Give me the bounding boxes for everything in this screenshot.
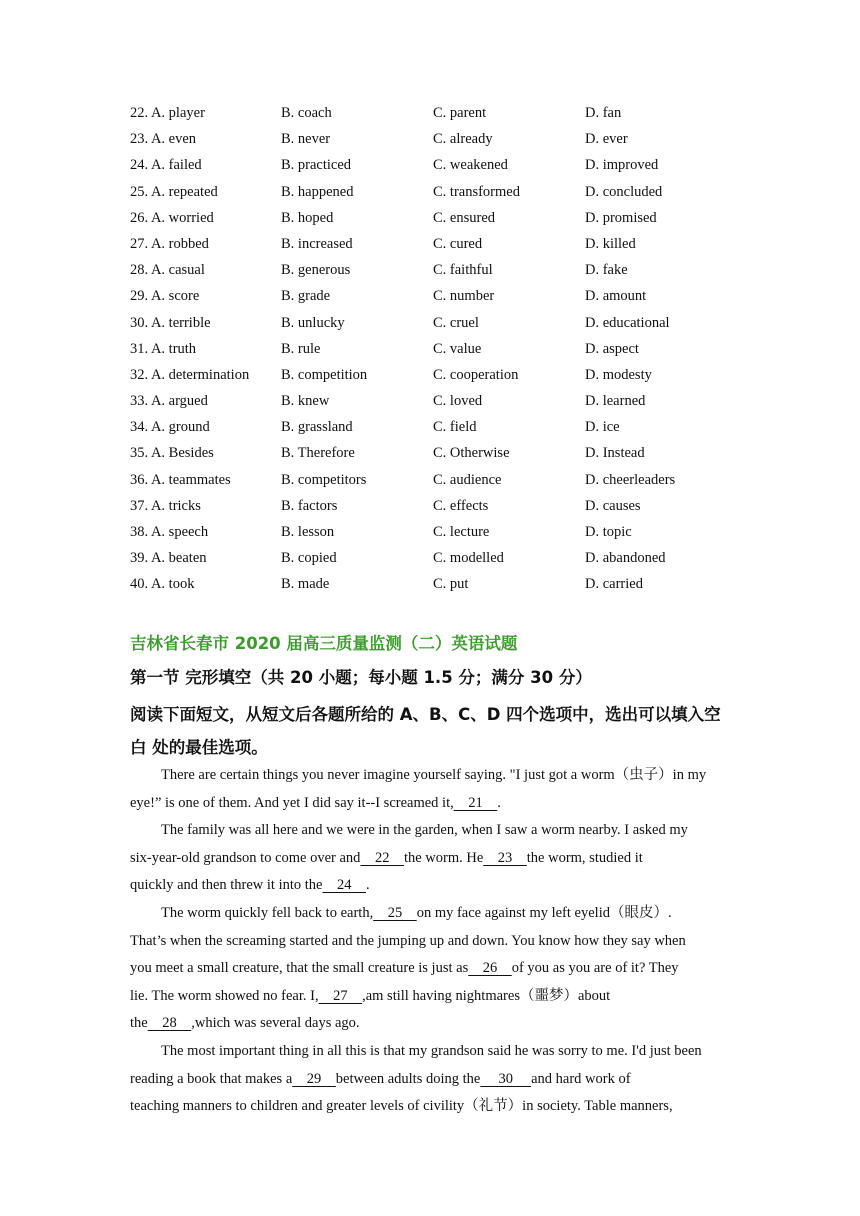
passage-text: lie. The worm showed no fear. I, bbox=[130, 987, 319, 1004]
blank-27: 27 bbox=[318, 987, 363, 1004]
option-b: B. coach bbox=[281, 105, 332, 121]
option-row bbox=[130, 233, 730, 259]
passage-line bbox=[130, 762, 735, 790]
option-d: D. promised bbox=[585, 209, 657, 226]
blank-21: 21 bbox=[453, 794, 498, 811]
option-b: B. practiced bbox=[281, 157, 352, 174]
option-c: C. audience bbox=[433, 471, 502, 488]
section-heading: 第一节 完形填空（共 20 小题；每小题 1.5 分；满分 30 分） bbox=[130, 668, 592, 687]
passage-text: the worm, studied it bbox=[526, 849, 643, 866]
option-b: B. grassland bbox=[281, 419, 353, 436]
option-b: B. happened bbox=[281, 183, 354, 200]
option-a: 35. A. Besides bbox=[130, 445, 214, 462]
passage-text: The family was all here and we were in the garden, when I saw a worm nearby. I asked my bbox=[161, 822, 688, 839]
option-a: 28. A. casual bbox=[130, 262, 205, 279]
passage-text: ,am still having nightmares（噩梦）about bbox=[362, 987, 611, 1004]
answer-options-table bbox=[130, 102, 730, 600]
passage-text: the bbox=[130, 1015, 148, 1032]
passage-text: between adults doing the bbox=[335, 1070, 481, 1087]
option-c: C. loved bbox=[433, 393, 483, 410]
option-d: D. abandoned bbox=[585, 550, 666, 567]
option-row bbox=[130, 390, 730, 416]
option-d: D. ice bbox=[585, 419, 620, 436]
option-row bbox=[130, 495, 730, 521]
option-row bbox=[130, 469, 730, 495]
option-a: 24. A. failed bbox=[130, 157, 202, 174]
option-b: B. lesson bbox=[281, 524, 335, 540]
option-row bbox=[130, 259, 730, 285]
passage-line bbox=[130, 1038, 735, 1066]
option-d: D. improved bbox=[585, 157, 659, 174]
passage-line bbox=[130, 928, 735, 956]
option-row bbox=[130, 547, 730, 573]
option-c: C. Otherwise bbox=[433, 445, 510, 462]
option-c: C. modelled bbox=[433, 550, 504, 567]
passage-line bbox=[130, 983, 735, 1011]
passage-text: on my face against my left eyelid（眼皮）. bbox=[416, 904, 672, 921]
passage-text: of you as you are of it? They bbox=[511, 960, 679, 977]
option-b: B. knew bbox=[281, 393, 330, 410]
blank-29: 29 bbox=[292, 1070, 336, 1087]
blank-26: 26 bbox=[468, 960, 512, 977]
option-d: D. carried bbox=[585, 576, 643, 593]
option-row bbox=[130, 312, 730, 338]
option-a: 37. A. tricks bbox=[130, 497, 201, 514]
blank-28: 28 bbox=[147, 1015, 192, 1032]
passage-text: ,which was several days ago. bbox=[191, 1015, 360, 1032]
option-a: 31. A. truth bbox=[130, 340, 197, 357]
passage-text: . bbox=[366, 877, 370, 894]
option-d: D. modesty bbox=[585, 366, 652, 383]
passage-text: . bbox=[497, 794, 501, 811]
option-c: C. field bbox=[433, 419, 477, 436]
option-c: C. transformed bbox=[433, 183, 520, 200]
option-row bbox=[130, 207, 730, 233]
option-b: B. competitors bbox=[281, 471, 367, 488]
option-c: C. ensured bbox=[433, 209, 496, 226]
option-c: C. put bbox=[433, 576, 469, 593]
option-b: B. copied bbox=[281, 550, 337, 567]
option-d: D. fan bbox=[585, 105, 622, 121]
option-c: C. faithful bbox=[433, 262, 493, 279]
option-a: 30. A. terrible bbox=[130, 314, 211, 331]
option-b: B. unlucky bbox=[281, 314, 345, 331]
blank-22: 22 bbox=[360, 849, 404, 866]
option-c: C. already bbox=[433, 131, 493, 148]
blank-23: 23 bbox=[483, 849, 527, 866]
option-a: 39. A. beaten bbox=[130, 550, 207, 567]
passage-text: six-year-old grandson to come over and bbox=[130, 849, 361, 866]
option-c: C. number bbox=[433, 288, 495, 305]
option-a: 32. A. determination bbox=[130, 366, 250, 383]
passage-line bbox=[130, 1010, 735, 1038]
option-b: B. made bbox=[281, 576, 330, 593]
option-row bbox=[130, 364, 730, 390]
option-row bbox=[130, 521, 730, 547]
option-b: B. hoped bbox=[281, 209, 334, 226]
option-d: D. amount bbox=[585, 288, 647, 305]
option-d: D. killed bbox=[585, 235, 636, 252]
instruction-text: 阅读下面短文，从短文后各题所给的 A、B、C、D 四个选项中，选出可以填入空白 处的最佳选项。 bbox=[130, 705, 721, 757]
passage-text: The most important thing in all this is that my grandson said he was sorry to me. I'd just been bbox=[161, 1042, 702, 1059]
source-title: 吉林省长春市 2020 届高三质量监测（二）英语试题 bbox=[130, 634, 518, 653]
passage-line bbox=[130, 955, 735, 983]
option-row bbox=[130, 285, 730, 311]
option-d: D. causes bbox=[585, 497, 641, 514]
option-c: C. lecture bbox=[433, 524, 490, 540]
option-d: D. topic bbox=[585, 524, 632, 540]
passage-text: you meet a small creature, that the small creature is just as bbox=[130, 960, 469, 977]
passage-line bbox=[130, 817, 735, 845]
passage-text: teaching manners to children and greater levels of civility（礼节）in society. Table manners, bbox=[130, 1098, 673, 1115]
option-a: 38. A. speech bbox=[130, 524, 209, 540]
option-b: B. factors bbox=[281, 497, 338, 514]
option-d: D. fake bbox=[585, 262, 628, 279]
option-row bbox=[130, 154, 730, 180]
option-row bbox=[130, 181, 730, 207]
option-d: D. cheerleaders bbox=[585, 471, 676, 488]
passage-line bbox=[130, 1093, 735, 1121]
passage-text: quickly and then threw it into the bbox=[130, 877, 323, 894]
option-row bbox=[130, 128, 730, 154]
option-b: B. Therefore bbox=[281, 445, 355, 462]
option-row bbox=[130, 338, 730, 364]
passage-text: That’s when the screaming started and the jumping up and down. You know how they say when bbox=[130, 932, 686, 949]
passage-line bbox=[130, 845, 735, 873]
option-a: 27. A. robbed bbox=[130, 235, 209, 252]
option-a: 29. A. score bbox=[130, 288, 200, 305]
option-c: C. effects bbox=[433, 497, 489, 514]
passage-text: The worm quickly fell back to earth, bbox=[161, 904, 374, 921]
option-c: C. weakened bbox=[433, 157, 508, 174]
passage-line bbox=[130, 1066, 735, 1094]
option-b: B. increased bbox=[281, 235, 353, 252]
passage-line bbox=[130, 790, 735, 818]
option-row bbox=[130, 416, 730, 442]
option-c: C. cooperation bbox=[433, 366, 519, 383]
option-b: B. never bbox=[281, 131, 331, 148]
option-c: C. cruel bbox=[433, 314, 479, 331]
option-a: 40. A. took bbox=[130, 576, 195, 593]
option-a: 34. A. ground bbox=[130, 419, 210, 436]
option-row bbox=[130, 573, 730, 599]
option-b: B. rule bbox=[281, 340, 321, 357]
passage-text: and hard work of bbox=[531, 1070, 631, 1087]
option-d: D. Instead bbox=[585, 445, 645, 462]
passage-text: There are certain things you never imagine yourself saying. "I just got a worm（虫子）in my bbox=[161, 767, 707, 783]
option-row bbox=[130, 442, 730, 468]
option-a: 23. A. even bbox=[130, 131, 197, 148]
option-a: 33. A. argued bbox=[130, 393, 208, 410]
option-d: D. concluded bbox=[585, 183, 663, 200]
option-a: 22. A. player bbox=[130, 105, 205, 121]
blank-24: 24 bbox=[322, 877, 366, 894]
option-c: C. cured bbox=[433, 235, 483, 252]
option-d: D. ever bbox=[585, 131, 628, 148]
passage-text: reading a book that makes a bbox=[130, 1070, 293, 1087]
passage-line bbox=[130, 900, 735, 928]
passage-line bbox=[130, 872, 735, 900]
passage bbox=[130, 762, 735, 1121]
option-a: 26. A. worried bbox=[130, 209, 214, 226]
option-d: D. learned bbox=[585, 393, 646, 410]
option-d: D. educational bbox=[585, 314, 670, 331]
passage-text: eye!” is one of them. And yet I did say it--I screamed it, bbox=[130, 794, 454, 811]
passage-text: the worm. He bbox=[403, 849, 484, 866]
blank-30: 30 bbox=[480, 1070, 532, 1087]
option-c: C. parent bbox=[433, 105, 487, 121]
blank-25: 25 bbox=[373, 904, 417, 921]
option-b: B. competition bbox=[281, 366, 368, 383]
option-a: 25. A. repeated bbox=[130, 183, 218, 200]
option-d: D. aspect bbox=[585, 340, 639, 357]
option-b: B. grade bbox=[281, 288, 331, 305]
option-c: C. value bbox=[433, 340, 482, 357]
option-a: 36. A. teammates bbox=[130, 471, 231, 488]
option-b: B. generous bbox=[281, 262, 351, 279]
option-row bbox=[130, 102, 730, 128]
